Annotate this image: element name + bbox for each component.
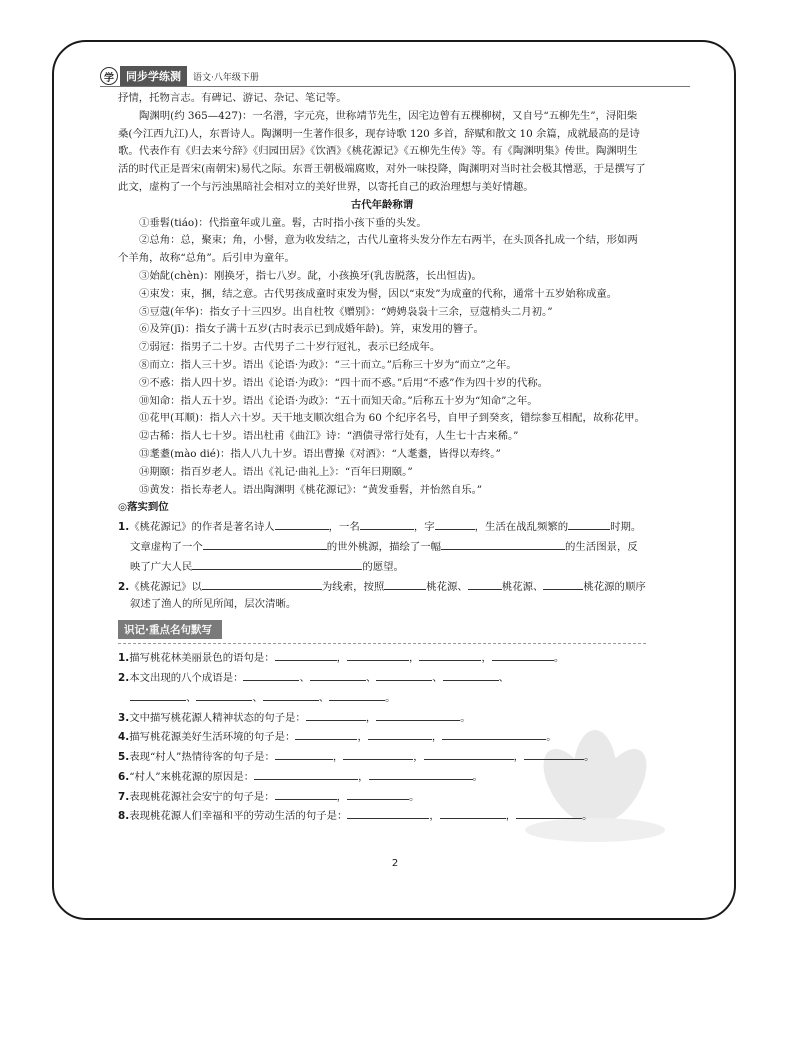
recite-question-5: 5.表现“村人”热情待客的句子是： ， ， ， 。 (118, 747, 646, 767)
answer-blank[interactable] (310, 668, 366, 681)
answer-blank[interactable] (263, 688, 319, 701)
logo-icon: 学 (100, 67, 118, 85)
answer-blank[interactable] (275, 787, 337, 800)
answer-blank[interactable] (568, 517, 610, 530)
brand-label: 同步学练测 (120, 66, 187, 86)
answer-blank[interactable] (516, 806, 582, 819)
answer-blank[interactable] (329, 688, 385, 701)
recite-question-3: 3.文中描写桃花源人精神状态的句子是： ， 。 (118, 708, 646, 728)
answer-blank[interactable] (376, 668, 432, 681)
recite-question-7: 7.表现桃花源社会安宁的句子是： ， 。 (118, 787, 646, 807)
recite-banner: 识记·重点名句默写 (118, 620, 222, 639)
answer-blank[interactable] (492, 648, 554, 661)
answer-blank[interactable] (360, 517, 414, 530)
answer-blank[interactable] (543, 577, 583, 590)
answer-blank[interactable] (306, 708, 366, 721)
answer-blank[interactable] (384, 577, 426, 590)
answer-blank[interactable] (419, 648, 481, 661)
page-number: 2 (391, 858, 399, 869)
answer-blank[interactable] (347, 806, 429, 819)
age-section-title: 古代年龄称谓 (350, 198, 414, 211)
answer-blank[interactable] (347, 787, 409, 800)
answer-blank[interactable] (254, 767, 358, 780)
age-term-item: ⑪花甲(耳顺)：指人六十岁。天干地支顺次组合为 60 个纪序名号，自甲子到癸亥，错综参互相配，故称花甲。 (139, 412, 645, 425)
age-term-item: ②总角：总，聚束；角，小髻，意为收发结之，古代儿童将头发分作左右两半，在头顶各扎成一个结，形如两个羊角，故称“总角”。后引申为童年。 (118, 234, 638, 265)
page-header (100, 66, 259, 86)
intro-paragraph-1: 抒情，托物言志。有碑记、游记、杂记、笔记等。 (118, 92, 347, 104)
answer-blank[interactable] (203, 537, 327, 550)
recite-question-1: 1.描写桃花林美丽景色的语句是： ， ， ， 。 (118, 648, 646, 668)
answer-blank[interactable] (369, 767, 473, 780)
answer-blank[interactable] (243, 668, 299, 681)
answer-blank[interactable] (440, 806, 506, 819)
answer-blank[interactable] (275, 648, 337, 661)
age-term-item: ⑫古稀：指人七十岁。语出杜甫《曲江》诗：“酒债寻常行处有，人生七十古来稀。” (139, 430, 519, 443)
answer-blank[interactable] (275, 517, 329, 530)
answer-blank[interactable] (442, 727, 546, 740)
header-divider (100, 86, 690, 87)
age-term-item: ⑬耄耋(mào dié)：指人八九十岁。语出曹操《对酒》：“人耄耋，皆得以寿终。” (139, 447, 501, 460)
page-content (118, 90, 646, 826)
answer-blank[interactable] (347, 648, 409, 661)
answer-blank[interactable] (435, 517, 475, 530)
answer-blank[interactable] (130, 688, 186, 701)
age-term-item: ⑮黄发：指长寿老人。语出陶渊明《桃花源记》：“黄发垂髫，并怡然自乐。” (139, 483, 483, 496)
answer-blank[interactable] (275, 747, 333, 760)
age-term-item: ⑩知命：指人五十岁。语出《论语·为政》：“五十而知天命。”后称五十岁为“知命”之年。 (139, 394, 538, 407)
age-term-list (118, 215, 646, 500)
answer-blank[interactable] (443, 668, 499, 681)
age-term-item: ③始龀(chèn)：刚换牙，指七八岁。龀，小孩换牙(乳齿脱落，长出恒齿)。 (139, 269, 482, 282)
age-term-item: ⑦弱冠：指男子二十岁。古代男子二十岁行冠礼，表示已经成年。 (139, 341, 441, 354)
practice-question-2: 2.《桃花源记》以 为线索，按照 桃花源、 桃花源、 桃花源的顺序叙述了渔人的所见所闻，层次清晰。 (118, 577, 646, 615)
practice-section-title: ◎落实到位 (118, 501, 169, 514)
practice-question-1: 1.《桃花源记》的作者是著名诗人 ，一名 ，字 ，生活在战乱频繁的 时期。文章虚构了一个 的世外桃源，描绘了一幅 的生活图景，反映了广大人民 的愿望。 (118, 517, 646, 576)
answer-blank[interactable] (376, 708, 460, 721)
recite-question-2: 2.本文出现的八个成语是： 、 、 、 、 、 、 、 。 (118, 668, 646, 708)
recite-banner-row (118, 614, 646, 644)
age-term-item: ⑧而立：指人三十岁。语出《论语·为政》：“三十而立。”后称三十岁为“而立”之年。 (139, 358, 517, 371)
answer-blank[interactable] (368, 727, 432, 740)
subject-label: 语文·八年级下册 (193, 72, 259, 83)
recite-question-8: 8.表现桃花源人们幸福和平的劳动生活的句子是： ， ， 。 (118, 806, 646, 826)
author-bio: 陶渊明(约 365—427)：一名潜，字元亮，世称靖节先生，因宅边曾有五棵柳树，又自号“五柳先生”，浔阳柴桑(今江西九江)人，东晋诗人。陶渊明一生著作很多，现存诗歌 120 多首，辞赋和散文 10 余篇，成就最高的是诗歌。代表作有《归去来兮辞》《归园田居》《饮酒》《桃花源记》《五柳先生传》等。有《陶渊明集》传世。陶渊明生活的时代正是晋宋(南朝宋)易代之际。东晋王朝极端腐败，对外一味投降，陶渊明对当时社会极其憎恶，于是撰写了此文，虚构了一个与污浊黑暗社会相对立的美好世界，以寄托自己的政治理想与美好情趣。 (118, 109, 646, 193)
answer-blank[interactable] (343, 747, 413, 760)
age-term-item: ⑥及笄(jī)：指女子满十五岁(古时表示已到成婚年龄)。笄，束发用的簪子。 (139, 323, 484, 336)
age-term-item: ④束发：束，捆，结之意。古代男孩成童时束发为髻，因以“束发”为成童的代称，通常十五岁始称成童。 (139, 287, 618, 300)
recite-question-4: 4.描写桃花源美好生活环境的句子是： ， ， 。 (118, 727, 646, 747)
answer-blank[interactable] (295, 727, 357, 740)
answer-blank[interactable] (192, 557, 362, 570)
answer-blank[interactable] (441, 537, 565, 550)
answer-blank[interactable] (424, 747, 514, 760)
age-term-item: ①垂髫(tiáo)：代指童年或儿童。髫，古时指小孩下垂的头发。 (139, 216, 427, 229)
answer-blank[interactable] (468, 577, 502, 590)
answer-blank[interactable] (196, 688, 252, 701)
answer-blank[interactable] (524, 747, 584, 760)
age-term-item: ⑨不惑：指人四十岁。语出《论语·为政》：“四十而不惑。”后用“不惑”作为四十岁的代称。 (139, 376, 548, 389)
age-term-item: ⑭期颐：指百岁老人。语出《礼记·曲礼上》：“百年曰期颐。” (139, 465, 413, 478)
recite-question-6: 6.“村人”来桃花源的原因是： ， 。 (118, 767, 646, 787)
answer-blank[interactable] (202, 577, 322, 590)
age-term-item: ⑤豆蔻(年华)：指女子十三四岁。出自杜牧《赠别》：“娉娉袅袅十三余，豆蔻梢头二月初。” (139, 305, 553, 318)
